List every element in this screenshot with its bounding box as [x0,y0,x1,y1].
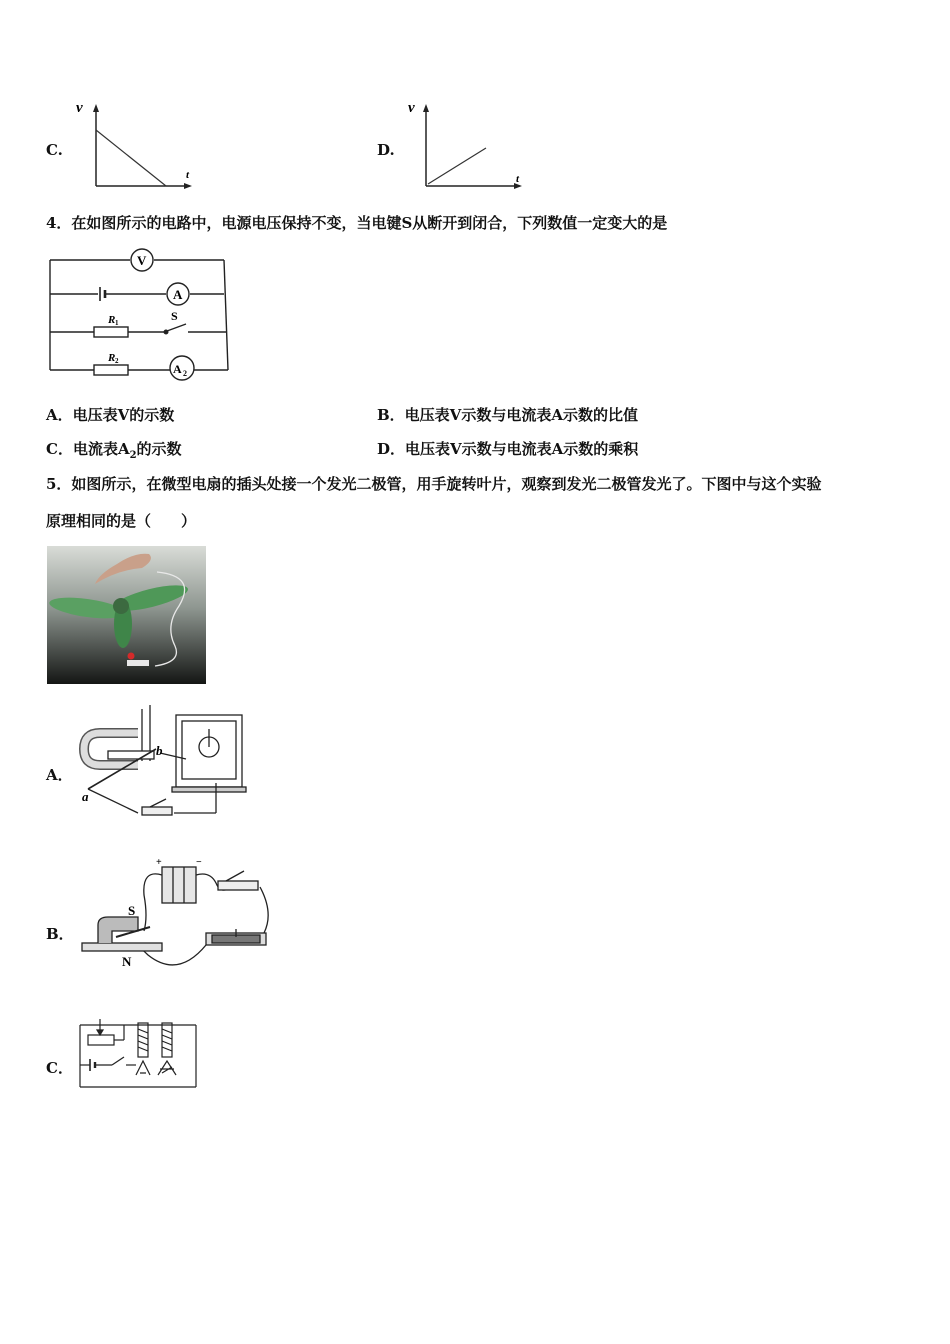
q3-option-c-label: C. [46,141,63,159]
wire [224,260,228,370]
increasing-line [428,148,486,184]
q4-option-b: B．电压表V示数与电流表A示数的比值 [377,406,638,424]
switch-lever [112,1057,124,1065]
decreasing-line [96,130,166,186]
r1-label: R [108,314,116,326]
x-axis-label: t [186,169,190,181]
y-axis-label: v [408,100,415,116]
rheostat-body [88,1035,114,1045]
q4-option-a: A．电压表V的示数 [46,406,175,424]
r2-label: R [108,352,116,364]
iron-filings [158,1061,176,1075]
ammeter2-subscript: 2 [183,369,187,378]
q3-graph-d [400,98,530,193]
q5-option-c-figure [74,1015,200,1091]
coil-windings [138,1029,148,1051]
electromagnet-coil [162,1023,172,1057]
label-minus: − [196,857,202,868]
fan-hub [113,598,129,614]
battery-pack [162,867,196,903]
q5-stem-line2: 原理相同的是（ ） [46,512,197,530]
slider-arrow-icon [97,1030,103,1035]
y-axis-label: v [76,100,83,116]
q3-option-d-label: D. [377,141,395,159]
galvanometer-base [172,787,246,792]
voltmeter-label: V [137,253,147,268]
u-magnet [98,917,138,943]
switch-label: S [171,309,178,323]
iron-filings [136,1061,150,1075]
q5-option-b-label: B． [46,925,74,943]
q5-option-a-label: A． [46,766,73,784]
galvanometer-case [176,715,242,787]
ammeter-label: A [173,287,183,302]
switch-base [218,881,258,890]
plug [127,660,149,666]
q4-circuit-diagram [46,244,238,382]
x-axis-arrow [184,183,192,189]
r2-subscript: 2 [115,357,119,365]
base-board [82,943,162,951]
q4-option-c-text-end: 的示数 [136,440,182,458]
label-b: b [156,743,163,758]
q4-stem: 4．在如图所示的电路中，电源电压保持不变，当电键S从断开到闭合，下列数值一定变大的是 [46,214,668,232]
r1-resistor [94,327,128,337]
q3-graph-c [70,98,200,193]
switch-base [142,807,172,815]
q4-option-c-subscript: 2 [129,450,137,461]
q4-option-c [46,438,182,461]
label-s: S [128,903,136,918]
q5-option-c-label: C． [46,1059,73,1077]
wire [144,874,162,931]
switch-lever [226,871,244,881]
q4-option-c-text: C．电流表A [46,440,130,458]
label-n: N [122,954,132,969]
switch-lever [150,799,166,807]
ammeter2-label: A [173,362,182,376]
r1-subscript: 1 [115,319,119,327]
label-a: a [82,789,89,804]
q5-stem-line1: 5．如图所示，在微型电扇的插头处接一个发光二极管，用手旋转叶片，观察到发光二极管发光了。下图中与这个实验 [46,475,822,493]
y-axis-arrow [423,104,429,112]
switch-lever [167,324,186,331]
wire [88,789,138,813]
y-axis-arrow [93,104,99,112]
x-axis-label: t [516,173,520,185]
r2-resistor [94,365,128,375]
q5-fan-photo [47,546,206,684]
led-icon [128,653,135,660]
wire [260,887,268,933]
q4-option-d: D．电压表V示数与电流表A示数的乘积 [377,440,639,458]
q5-option-a-figure [78,703,253,828]
label-plus: + [156,857,162,868]
q5-option-b-figure [78,855,278,990]
coil-windings [162,1029,172,1051]
electromagnet-coil [138,1023,148,1057]
